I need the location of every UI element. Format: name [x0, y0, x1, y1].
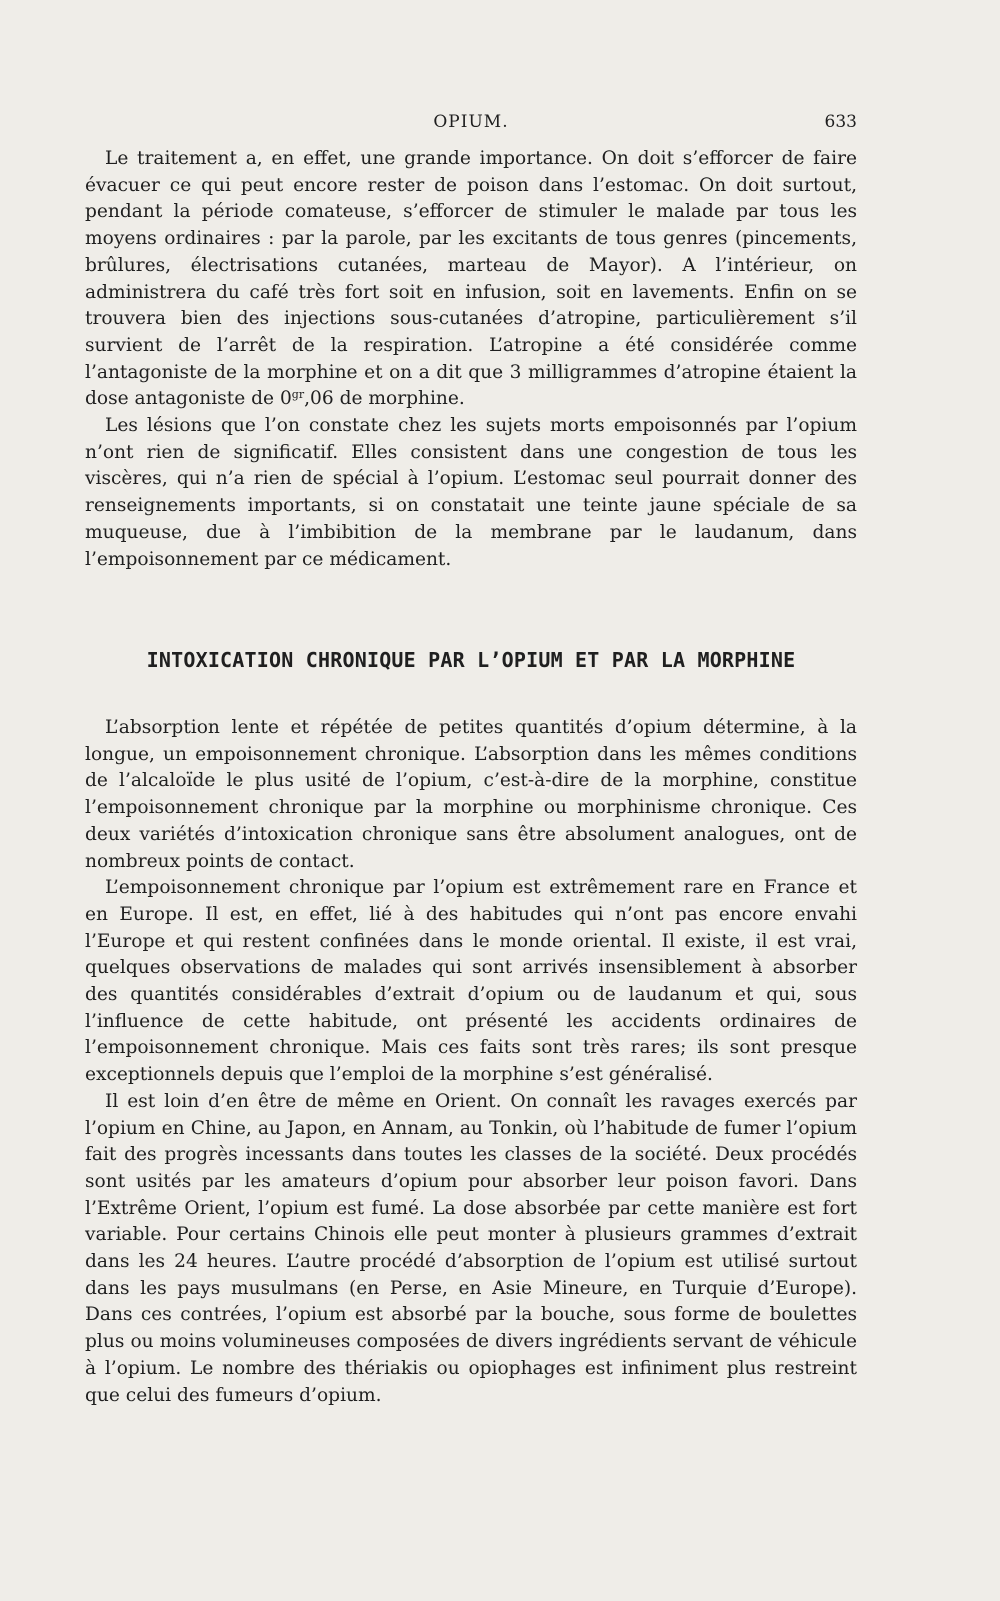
dose-value: 0	[279, 388, 292, 410]
running-head	[85, 112, 857, 140]
dose-rest: ,06 de morphine.	[304, 388, 465, 410]
paragraph-lesions: Les lésions que l’on constate chez les sujets morts empoisonnés par l’opium n’ont rien de significatif. Elles consistent dans une congestion de tous les viscères, qui n’a rien de spécial à l’opium. L’estomac seul pourrait donner des renseignements importants, si on constatait une teinte jaune spéciale de sa muqueuse, due à l’imbibition de la membrane par le laudanum, dans l’empoisonnement par ce médicament.	[85, 415, 857, 570]
text-block-treatment	[85, 146, 857, 573]
paragraph-treatment	[85, 146, 857, 413]
running-title: OPIUM.	[433, 112, 509, 132]
dose-unit: gr	[291, 388, 305, 402]
text-block-chronic	[85, 715, 857, 1409]
paragraph-treatment-text: Le traitement a, en effet, une grande importance. On doit s’efforcer de faire évacuer ce qui peut encore rester de poison dans l’estomac. On doit surtout, pendant la période comateuse, s’efforcer de stimuler le malade par tous les moyens ordinaires : par la parole, par les excitants de tous genres (pincements, brûlures, électrisations cutanées, marteau de Mayor). A l’intérieur, on administrera du café très fort soit en infusion, soit en lavements. Enfin on se trouvera bien des injections sous-cutanées d’atropine, particulièrement s’il survient de l’arrêt de la respiration. L’atropine a été considérée comme l’antagoniste de la morphine et on a dit que 3 milligrammes d’atropine étaient la dose antagoniste de	[85, 148, 857, 410]
paragraph-orient: Il est loin d’en être de même en Orient. On connaît les ravages exercés par l’opium en Chine, au Japon, en Annam, au Tonkin, où l’habitude de fumer l’opium fait des progrès incessants dans toutes les classes de la société. Deux procédés sont usités par les amateurs d’opium pour absorber leur poison favori. Dans l’Extrême Orient, l’opium est fumé. La dose absorbée par cette manière est fort variable. Pour certains Chinois elle peut monter à plusieurs grammes d’extrait dans les 24 heures. L’autre procédé d’absorption de l’opium est utilisé surtout dans les pays musulmans (en Perse, en Asie Mineure, en Turquie d’Europe). Dans ces contrées, l’opium est absorbé par la bouche, sous forme de boulettes plus ou moins volumineuses composées de divers ingrédients servant de véhicule à l’opium. Le nombre des thériakis ou opiophages est infiniment plus restreint que celui des fumeurs d’opium.	[85, 1090, 857, 1406]
paragraph-europe: L’empoisonnement chronique par l’opium est extrêmement rare en France et en Europe. Il est, en effet, lié à des habitudes qui n’ont pas encore envahi l’Europe et qui restent confinées dans le monde oriental. Il existe, il est vrai, quelques observations de malades qui sont arrivés insensiblement à absorber des quantités considérables d’extrait d’opium ou de laudanum et qui, sous l’influence de cette habitude, ont présenté les accidents ordinaires de l’empoisonnement chronique. Mais ces faits sont très rares; ils sont presque exceptionnels depuis que l’emploi de la morphine s’est généralisé.	[85, 877, 857, 1086]
section-title: INTOXICATION CHRONIQUE PAR L’OPIUM ET PAR LA MORPHINE	[146, 648, 796, 672]
paragraph-absorption: L’absorption lente et répétée de petites quantités d’opium détermine, à la longue, un empoisonnement chronique. L’absorption dans les mêmes conditions de l’alcaloïde le plus usité de l’opium, c’est-à-dire de la morphine, constitue l’empoisonnement chronique par la morphine ou morphinisme chronique. Ces deux variétés d’intoxication chronique sans être absolument analogues, ont de nombreux points de contact.	[85, 717, 857, 872]
page-number: 633	[824, 112, 857, 132]
